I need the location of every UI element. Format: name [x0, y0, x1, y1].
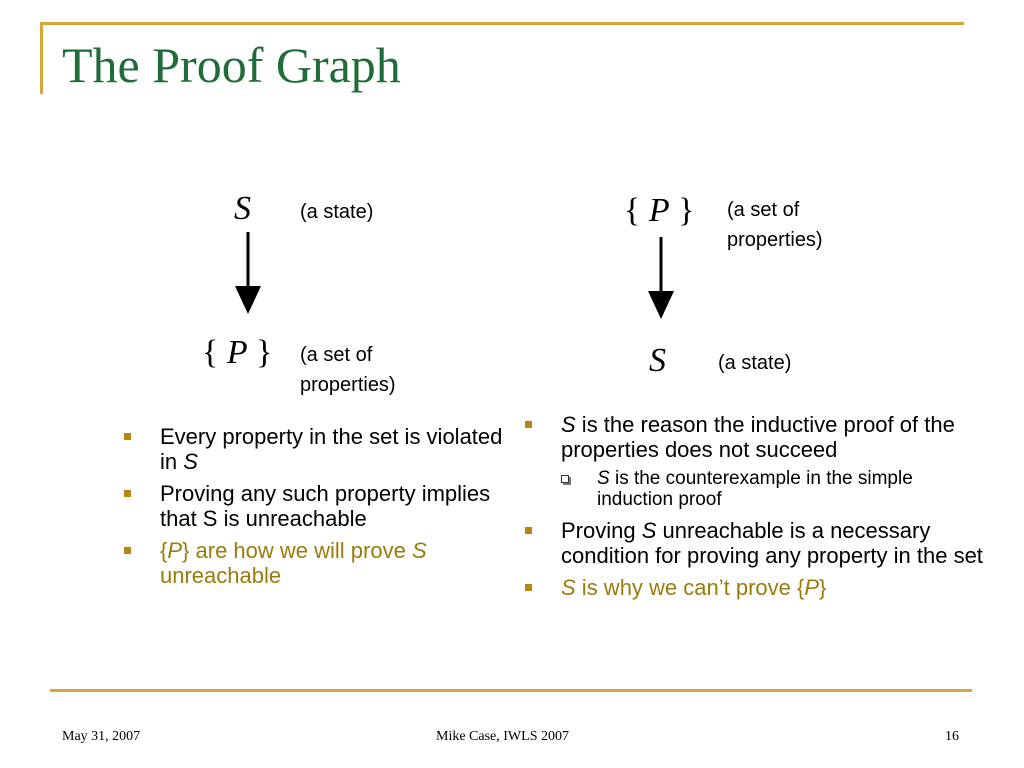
bullet-square-icon — [525, 527, 532, 534]
bullet-square-icon — [525, 421, 532, 428]
list-item: {P} are how we will prove S unreachable — [120, 538, 510, 588]
right-down-arrow-icon — [645, 237, 677, 321]
list-item: Every property in the set is violated in S — [120, 424, 510, 474]
list-item: S is why we can’t prove {P} — [521, 575, 986, 600]
bullet-square-icon — [525, 584, 532, 591]
left-down-arrow-icon — [232, 232, 264, 316]
footer-author: Mike Case, IWLS 2007 — [436, 729, 569, 744]
right-top-property-symbol: P — [648, 192, 670, 229]
left-bottom-property-set: { P } — [202, 334, 273, 371]
right-top-property-set: { P } — [624, 192, 695, 229]
bullet-square-icon — [124, 490, 131, 497]
left-bottom-property-symbol: P — [226, 334, 248, 371]
right-sub-list — [561, 468, 986, 510]
slide-title: The Proof Graph — [62, 37, 401, 93]
hollow-square-bullet-icon — [561, 475, 569, 483]
right-top-note: (a set of properties) — [727, 199, 823, 251]
left-bottom-note: (a set of properties) — [300, 344, 396, 396]
left-top-state-symbol: S — [234, 190, 251, 227]
left-bullet-list — [120, 424, 510, 595]
right-bottom-note: (a state) — [718, 352, 792, 374]
list-item: S is the reason the inductive proof of the properties does not succeed S is the counterexample in the simple induction proof — [521, 412, 986, 510]
footer-date: May 31, 2007 — [62, 729, 141, 744]
sub-list-item: S is the counterexample in the simple induction proof — [561, 468, 986, 510]
right-bottom-state-symbol: S — [649, 342, 666, 379]
page-number: 16 — [945, 729, 959, 744]
top-rule — [40, 22, 964, 25]
list-item: Proving any such property implies that S is unreachable — [120, 481, 510, 531]
bullet-square-icon — [124, 547, 131, 554]
right-bullet-list — [521, 412, 986, 607]
list-item: Proving S unreachable is a necessary condition for proving any property in the set — [521, 518, 986, 568]
bottom-rule — [50, 689, 972, 692]
left-rule — [40, 22, 43, 94]
left-top-note: (a state) — [300, 201, 374, 223]
bullet-square-icon — [124, 433, 131, 440]
